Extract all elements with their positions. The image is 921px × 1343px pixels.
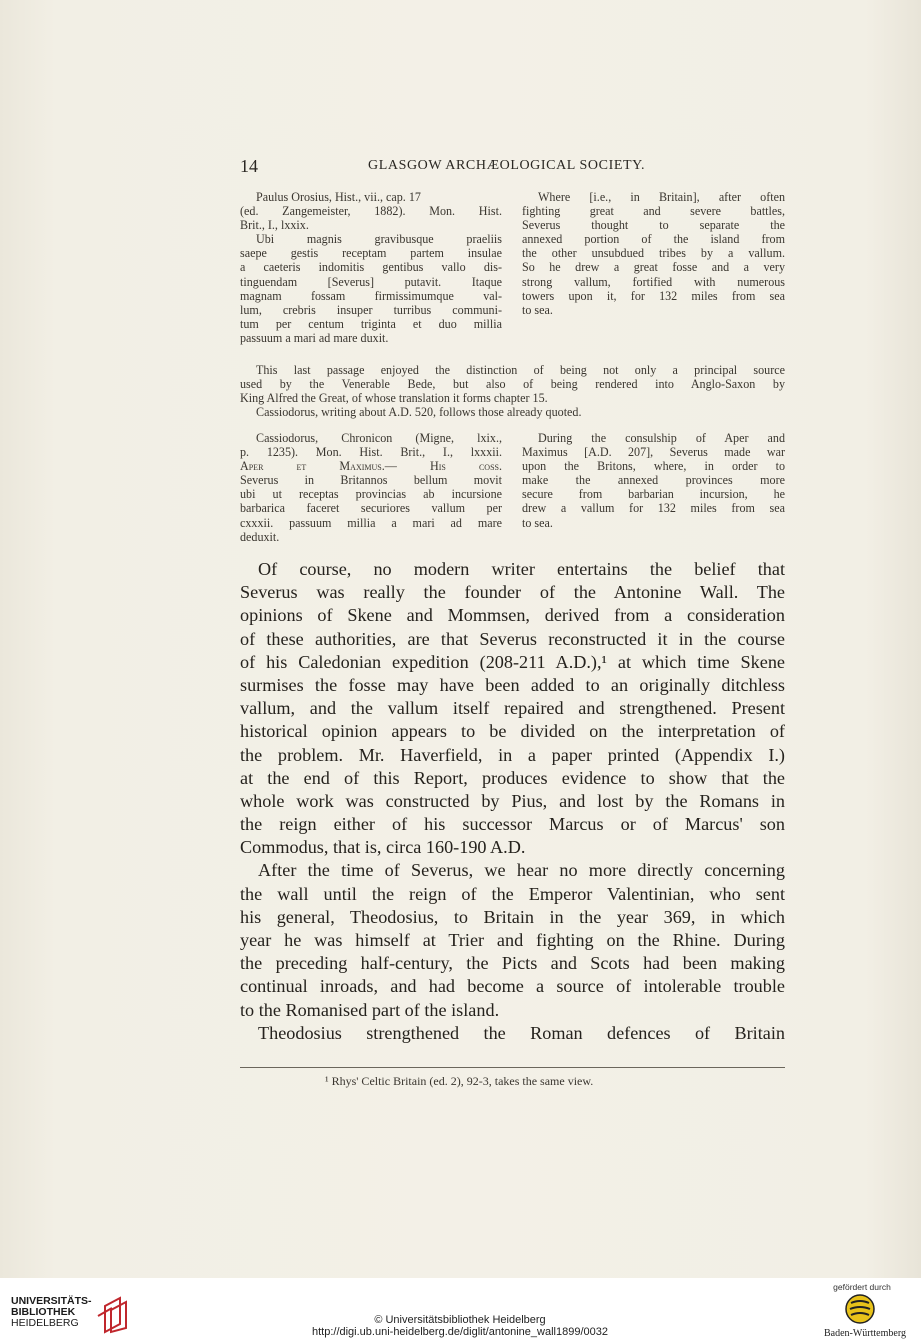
quote-line: make the annexed provinces more — [522, 473, 785, 488]
quote-line: deduxit. — [240, 529, 280, 544]
quote-line: Paulus Orosius, Hist., vii., cap. 17 — [256, 190, 421, 204]
footnote: ¹ Rhys' Celtic Britain (ed. 2), 92-3, takes the same view. — [325, 1074, 594, 1088]
quote-line: to sea. — [522, 302, 553, 317]
body-line: Theodosius strengthened the Roman defences of Britain — [258, 1022, 785, 1043]
body-line: continual inroads, and had become a source of intolerable trouble — [240, 976, 785, 997]
running-title: GLASGOW ARCHÆOLOGICAL SOCIETY. — [368, 158, 646, 173]
quote-line: (ed. Zangemeister, 1882). Mon. Hist. — [240, 204, 502, 219]
quote-line: lum, crebris insuper turribus communi- — [240, 302, 502, 317]
quote-line: cxxxii. passuum millia a mari ad mare — [240, 515, 502, 530]
quote-line: Severus thought to separate the — [522, 218, 785, 233]
quote-line: ubi ut receptas provincias ab incursione — [240, 487, 502, 502]
body-line: Commodus, that is, circa 160-190 A.D. — [240, 837, 526, 858]
quote-line: During the consulship of Aper and — [538, 431, 785, 445]
quote-line: towers upon it, for 132 miles from sea — [522, 288, 785, 303]
quote-line: fighting great and severe battles, — [522, 204, 785, 219]
body-line: historical opinion appears to be divided on the interpretation of — [240, 721, 785, 742]
body-line: Of course, no modern writer entertains the belief that — [258, 559, 785, 579]
quote-line: upon the Britons, where, in order to — [522, 459, 785, 474]
state-seal-icon — [840, 1293, 880, 1325]
body-line: to the Romanised part of the island. — [240, 999, 500, 1020]
translation-column — [522, 190, 785, 317]
body-line: the preceding half-century, the Picts and Scots had been making — [240, 953, 785, 974]
body-text — [240, 558, 785, 1045]
quote-line: Aper et Maximus.— His coss. — [240, 459, 502, 474]
library-name — [11, 1296, 92, 1329]
quote-line: the other unsubdued tribes by a vallum. — [522, 246, 785, 261]
quote-line: a caeteris indomitis gentibus vallo dis- — [240, 260, 502, 275]
quote-line: magnam fossam firmissimumque val- — [240, 288, 502, 303]
quote-line: Where [i.e., in Britain], after often — [538, 190, 785, 204]
body-line: the reign either of his successor Marcus or of Marcus' son — [240, 814, 785, 835]
body-line: opinions of Skene and Mommsen, derived from a consideration — [240, 605, 785, 626]
library-line: HEIDELBERG — [11, 1317, 79, 1329]
latin-column — [240, 431, 502, 544]
page-number: 14 — [240, 156, 258, 176]
library-line: BIBLIOTHEK — [11, 1306, 76, 1318]
quote-line: tinguendam [Severus] putavit. Itaque — [240, 274, 502, 289]
quote-line: passuum a mari ad mare duxit. — [240, 330, 389, 345]
note-paragraph — [240, 363, 785, 419]
quote-line: saepe gestis receptam partem insulae — [240, 246, 502, 261]
body-line: whole work was constructed by Pius, and lost by the Romans in — [240, 790, 785, 811]
body-line: of his Caledonian expedition (208-211 A.D.),¹ at which time Skene — [240, 651, 785, 672]
copyright-block — [260, 1314, 660, 1338]
quote-line: tum per centum triginta et duo millia — [240, 316, 502, 331]
body-line: the wall until the reign of the Emperor Valentinian, who sent — [240, 883, 785, 904]
body-line: his general, Theodosius, to Britain in the year 369, in which — [240, 906, 785, 927]
quote-line: barbarica faceret securiores vallum per — [240, 501, 502, 516]
footnote-rule — [240, 1067, 785, 1068]
quote-line: Severus in Britannos bellum movit — [240, 473, 502, 488]
sponsor-name: Baden-Württemberg — [823, 1328, 906, 1339]
body-line: year he was himself at Trier and fighting on the Rhine. During — [240, 930, 785, 950]
latin-column — [240, 190, 502, 345]
note-line: used by the Venerable Bede, but also of being rendered into Anglo-Saxon by — [240, 377, 785, 392]
note-line: Cassiodorus, writing about A.D. 520, follows those already quoted. — [256, 405, 582, 420]
note-line: This last passage enjoyed the distinction of being not only a principal source — [256, 363, 785, 377]
body-line: at the end of this Report, produces evidence to show that the — [240, 767, 785, 788]
translation-column — [522, 431, 785, 530]
body-line: of these authorities, are that Severus reconstructed it in the course — [240, 628, 785, 649]
quote-line: Brit., I., lxxix. — [240, 218, 309, 233]
source-url-link[interactable]: http://digi.ub.uni-heidelberg.de/diglit/antonine_wall1899/0032 — [311, 1326, 608, 1338]
body-line: the problem. Mr. Haverfield, in a paper printed (Appendix I.) — [240, 744, 785, 765]
body-line: vallum, and the vallum itself repaired and strengthened. Present — [240, 698, 785, 719]
quote-line: annexed portion of the island from — [522, 232, 785, 247]
sponsor-label: gefördert durch — [833, 1282, 891, 1292]
library-line: UNIVERSITÄTS- — [11, 1295, 92, 1307]
note-line: King Alfred the Great, of whose translation it forms chapter 15. — [240, 391, 548, 406]
quote-line: Cassiodorus, Chronicon (Migne, lxix., — [256, 431, 502, 445]
quote-line: strong vallum, fortified with numerous — [522, 274, 785, 289]
quote-line: drew a vallum for 132 miles from sea — [522, 501, 785, 516]
quote-line: Ubi magnis gravibusque praeliis — [256, 232, 502, 247]
body-line: surmises the fosse may have been added to an originally ditchless — [240, 674, 785, 695]
quote-line: to sea. — [522, 515, 553, 530]
body-line: Severus was really the founder of the Antonine Wall. The — [240, 582, 785, 603]
quote-line: secure from barbarian incursion, he — [522, 487, 785, 502]
quote-line: So he drew a great fosse and a very — [522, 260, 785, 275]
body-line: After the time of Severus, we hear no more directly concerning — [258, 860, 785, 881]
page-header — [240, 156, 785, 180]
quote-line: p. 1235). Mon. Hist. Brit., I., lxxxii. — [240, 445, 502, 460]
quote-line: Maximus [A.D. 207], Severus made war — [522, 445, 785, 460]
copyright-text: © Universitätsbibliothek Heidelberg — [374, 1314, 546, 1326]
